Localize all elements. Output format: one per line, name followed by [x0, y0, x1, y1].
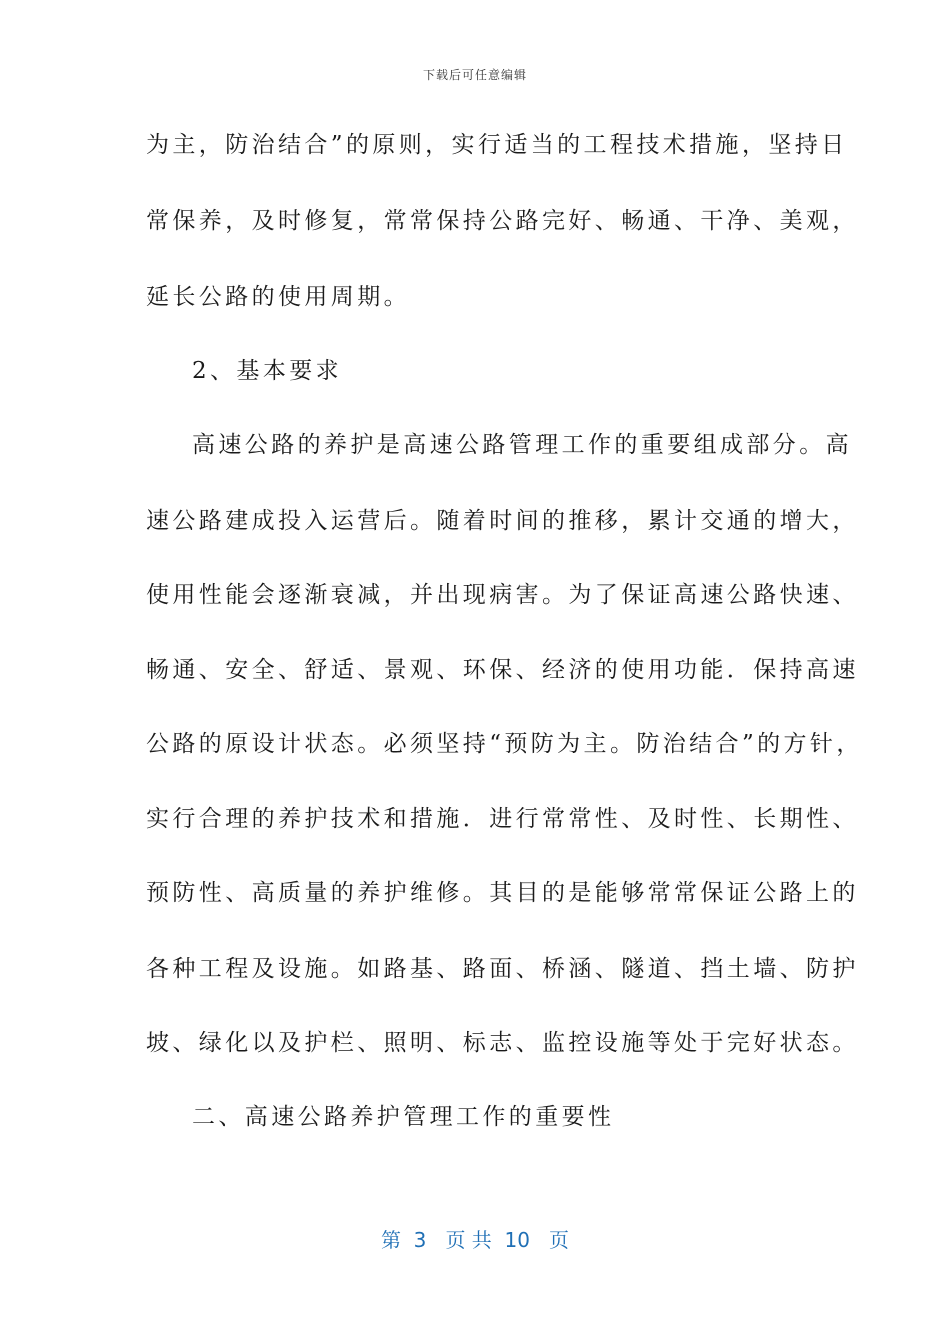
- body-line: 为主，防治结合”的原则，实行适当的工程技术措施，坚持日: [146, 132, 848, 158]
- body-line: 预防性、高质量的养护维修。其目的是能够常常保证公路上的: [146, 880, 859, 906]
- body-line: 畅通、安全、舒适、景观、环保、经济的使用功能．保持高速: [146, 657, 859, 683]
- body-line: 实行合理的养护技术和措施．进行常常性、及时性、长期性、: [146, 806, 859, 832]
- body-line: 公路的原设计状态。必须坚持“预防为主。防治结合”的方针，: [146, 731, 863, 757]
- body-line: 常保养，及时修复，常常保持公路完好、畅通、干净、美观，: [146, 208, 859, 234]
- body-line: 坡、绿化以及护栏、照明、标志、监控设施等处于完好状态。: [146, 1030, 859, 1056]
- body-line: 速公路建成投入运营后。随着时间的推移，累计交通的增大，: [146, 508, 859, 534]
- body-line: 延长公路的使用周期。: [146, 284, 410, 310]
- body-line: 使用性能会逐渐衰减，并出现病害。为了保证高速公路快速、: [146, 582, 859, 608]
- body-line: 各种工程及设施。如路基、路面、桥涵、隧道、挡土墙、防护: [146, 956, 859, 982]
- body-line: 高速公路的养护是高速公路管理工作的重要组成部分。高: [192, 432, 852, 458]
- page-header: 下载后可任意编辑: [422, 68, 527, 82]
- page-footer: 第 3 页 共 10 页: [380, 1228, 570, 1252]
- section-heading: 2、基本要求: [192, 358, 343, 384]
- section-heading: 二、高速公路养护管理工作的重要性: [192, 1104, 615, 1130]
